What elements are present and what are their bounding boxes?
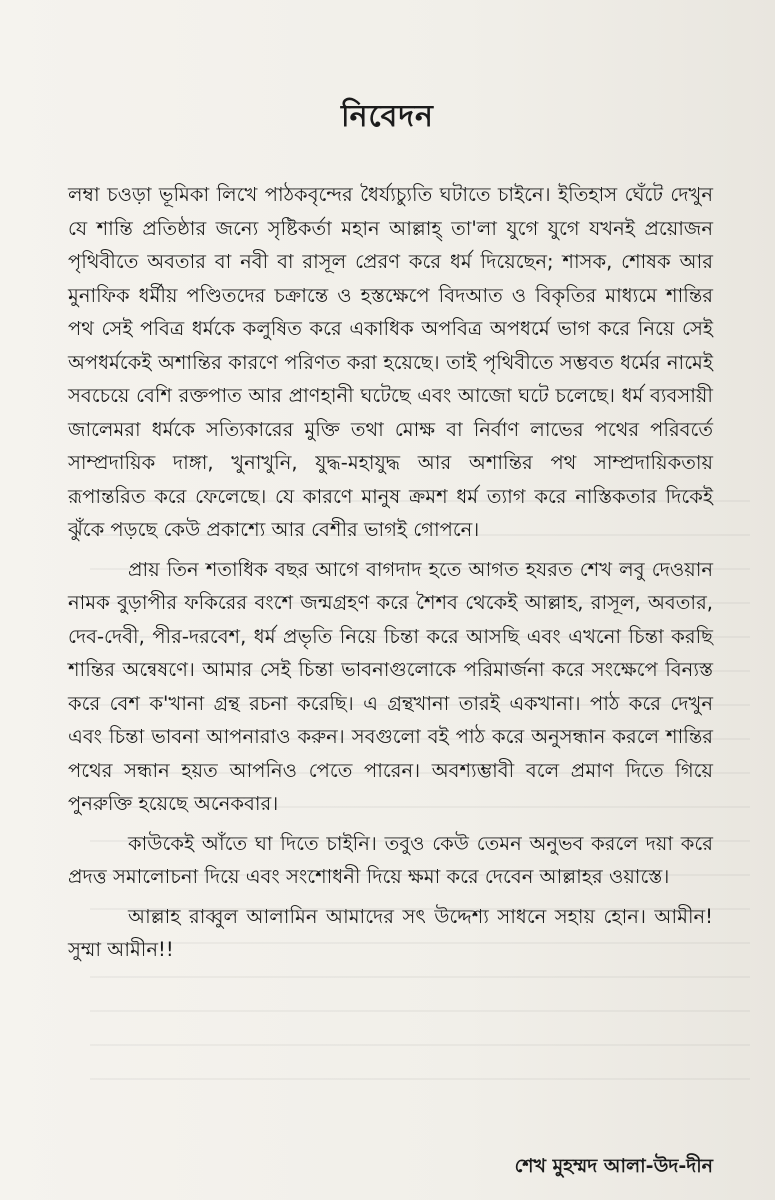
paragraph-2: প্রায় তিন শতাধিক বছর আগে বাগদাদ হতে আগত হযরত শেখ লবু দেওয়ান নামক বুড়াপীর ফকিরের বংশে জন্মগ্রহণ করে শৈশব থেকেই আল্লাহ, রাসূল, অবতার, দেব-দেবী, পীর-দরবেশ, ধর্ম প্রভৃতি নিয়ে চিন্তা করে আসছি এবং এখনো চিন্তা করছি শান্তির অন্বেষণে। আমার সেই চিন্তা ভাবনাগুলোকে পরিমার্জনা করে সংক্ষেপে বিন্যস্ত করে বেশ ক'খানা গ্রন্থ রচনা করেছি। এ গ্রন্থখানা তারই একখানা। পাঠ করে দেখুন এবং চিন্তা ভাবনা আপনারাও করুন। সবগুলো বই পাঠ করে অনুসন্ধান করলে শান্তির পথের সন্ধান হয়ত আপনিও পেতে পারেন। অবশ্যম্ভাবী বলে প্রমাণ দিতে গিয়ে পুনরুক্তি হয়েছে অনেকবার। (68, 557, 713, 815)
paragraph-4: আল্লাহ রাব্বুল আলামিন আমাদের সৎ উদ্দেশ্য সাধনে সহায় হোন। আমীন! সুম্মা আমীন!! (68, 904, 713, 961)
paragraph-3: কাউকেই আঁতে ঘা দিতে চাইনি। তবুও কেউ তেমন অনুভব করলে দয়া করে প্রদত্ত সমালোচনা দিয়ে এবং সংশোধনী দিয়ে ক্ষমা করে দেবেন আল্লাহর ওয়াস্তে। (68, 831, 713, 888)
paragraph-1: লম্বা চওড়া ভূমিকা লিখে পাঠকবৃন্দের ধৈর্য্যচ্যুতি ঘটাতে চাইনে। ইতিহাস ঘেঁটে দেখুন যে শান্তি প্রতিষ্ঠার জন্যে সৃষ্টিকর্তা মহান আল্লাহ্ তা'লা যুগে যুগে যখনই প্রয়োজন পৃথিবীতে অবতার বা নবী বা রাসূল প্রেরণ করে ধর্ম দিয়েছেন; শাসক, শোষক আর মুনাফিক ধর্মীয় পণ্ডিতদের চক্রান্তে ও হস্তক্ষেপে বিদআত ও বিকৃতির মাধ্যমে শান্তির পথ সেই পবিত্র ধর্মকে কলুষিত করে একাধিক অপবিত্র অপধর্মে ভাগ করে নিয়ে সেই অপধর্মকেই অশান্তির কারণে পরিণত করা হয়েছে। তাই পৃথিবীতে সম্ভবত ধর্মের নামেই সবচেয়ে বেশি রক্তপাত আর প্রাণহানী ঘটেছে এবং আজো ঘটে চলেছে। ধর্ম ব্যবসায়ী জালেমরা ধর্মকে সত্যিকারের মুক্তি তথা মোক্ষ বা নির্বাণ লাভের পথের পরিবর্তে সাম্প্রদায়িক দাঙ্গা, খুনাখুনি, যুদ্ধ-মহাযুদ্ধ আর অশান্তির পথ সাম্প্রদায়িকতায় রূপান্তরিত করে ফেলেছে। যে কারণে মানুষ ক্রমশ ধর্ম ত্যাগ করে নাস্তিকতার দিকেই ঝুঁকে পড়ছে কেউ প্রকাশ্যে আর বেশীর ভাগই গোপনে। (68, 183, 713, 541)
page-title: নিবেদন (341, 99, 434, 134)
author-signature: শেখ মুহম্মদ আলা-উদ-দীন (514, 1155, 713, 1177)
body-text (68, 178, 713, 967)
